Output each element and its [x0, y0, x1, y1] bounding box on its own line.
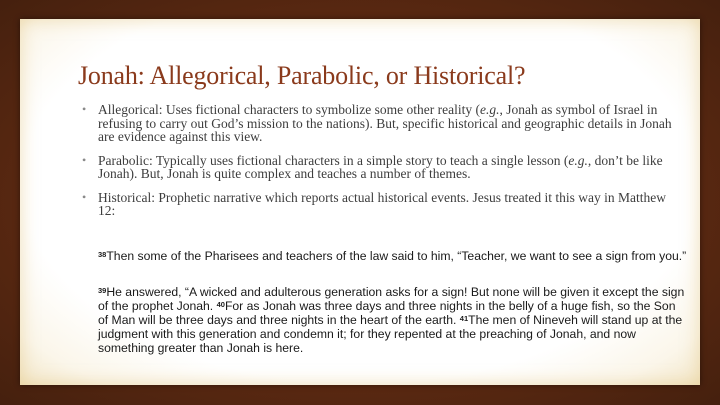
slide [20, 19, 700, 385]
verse-number: 39 [98, 286, 107, 295]
bullet-text: , Jonah as symbol of Israel in refusing to carry out God’s mission to the nations). But, specific historical and geographic details in Jonah are evidence against this view. [98, 102, 672, 144]
verse-number: 38 [98, 250, 107, 259]
bullet-text: Allegorical: Uses fictional characters to symbolize some other reality ( [98, 102, 480, 117]
bullet-text: Parabolic: Typically uses fictional characters in a simple story to teach a single lesson ( [98, 152, 569, 168]
verse-text: He answered, “A wicked and adulterous generation asks for a sign! But none will be given it except the sign of the prophet Jonah. [98, 285, 685, 313]
verse-number: 40 [216, 300, 225, 309]
bullet-historical [80, 191, 680, 218]
bullet-allegorical [80, 103, 680, 144]
bullet-dot-icon: • [82, 189, 87, 204]
verse-text: The men of Nineveh will stand up at the judgment with this generation and condemn it; for they repented at the preaching of Jonah, and now something greater than Jonah is here. [98, 313, 683, 355]
scripture-quote-38 [98, 249, 688, 263]
bullet-text: , don’t be like Jonah). But, Jonah is quite complex and teaches a number of themes. [98, 152, 663, 181]
bullet-parabolic [80, 154, 680, 181]
bullet-list [80, 103, 680, 228]
scripture-quote-39-41 [98, 285, 688, 355]
verse-text: Then some of the Pharisees and teachers of the law said to him, “Teacher, we want to see a sign from you.” [106, 249, 687, 263]
bullet-eg: e.g. [568, 152, 588, 168]
verse-text: For as Jonah was three days and three nights in the belly of a huge fish, so the Son of Man will be three days and three nights in the heart of the earth. [98, 299, 676, 327]
bullet-eg: e.g. [480, 102, 500, 117]
bullet-dot-icon: • [82, 102, 87, 116]
slide-title: Jonah: Allegorical, Parabolic, or Historical? [78, 61, 526, 90]
bullet-text: Historical: Prophetic narrative which reports actual historical events. Jesus treated it this way in Matthew 12: [98, 189, 666, 218]
bullet-dot-icon: • [82, 152, 87, 167]
verse-number: 41 [459, 314, 469, 323]
